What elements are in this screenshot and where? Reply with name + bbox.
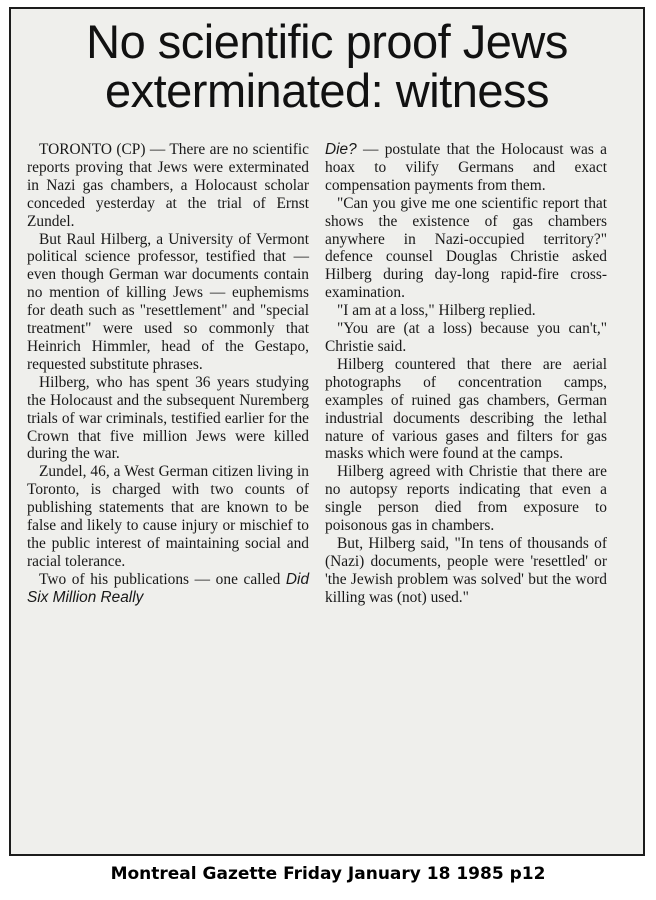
article-paragraph: Hilberg, who has spent 36 years studying the Holocaust and the subsequent Nuremberg trials of war criminals, testified earlier for the Crown that five million Jews were killed during the war. [27,373,309,463]
article-paragraph: TORONTO (CP) — There are no scientific reports proving that Jews were exterminated in Nazi gas chambers, a Holocaust scholar conceded yesterday at the trial of Ernst Zundel. [27,141,309,230]
article-column-left [27,141,309,841]
article-paragraph: But, Hilberg said, "In tens of thousands of (Nazi) documents, people were 'resettled' or 'the Jewish problem was solved' but the word killing was (not) used." [325,534,607,606]
book-title: Did Six Million Really [27,570,309,606]
article-paragraph: Hilberg agreed with Christie that there are no autopsy reports indicating that even a single person died from exposure to poisonous gas in chambers. [325,463,607,535]
article-paragraph-continued [325,141,607,195]
article-paragraph: "I am at a loss," Hilberg replied. [337,302,536,320]
article-paragraph: "Can you give me one scientific report that shows the existence of gas chambers anywhere in Nazi-occupied territory?" defence counsel Douglas Christie asked Hilberg during day-long rapid-fire cross-examination. [325,194,607,302]
article-column-right [325,141,607,841]
paragraph-text: — postulate that the Holocaust was a hoax to vilify Germans and exact compensation payments from them. [325,141,607,194]
article-paragraph: Zundel, 46, a West German citizen living in Toronto, is charged with two counts of publishing statements that are known to be false and likely to cause injury or mischief to the public interest of maintaining social and racial tolerance. [27,463,309,570]
headline [11,17,643,115]
source-caption: Montreal Gazette Friday January 18 1985 p12 [110,864,546,884]
headline-line-1: No scientific proof Jews [86,15,568,68]
paragraph-text: Two of his publications — one called [39,570,281,588]
headline-line-2: exterminated: witness [104,64,550,117]
article-paragraph [27,571,309,607]
book-title-continued: Die? [325,141,357,158]
article-paragraph: "You are (at a loss) because you can't," Christie said. [325,320,607,355]
article-paragraph: Hilberg countered that there are aerial photographs of concentration camps, examples of ruined gas chambers, German industrial documents describing the lethal nature of various gases and filters for gas masks which were found at the camps. [325,355,607,463]
article-paragraph: But Raul Hilberg, a University of Vermont political science professor, testified that — even though German war documents contain no mention of killing Jews — euphemisms for death such as "resettlement" and "special treatment" were used so commonly that Heinrich Himmler, head of the Gestapo, requested substitute phrases. [27,230,309,373]
